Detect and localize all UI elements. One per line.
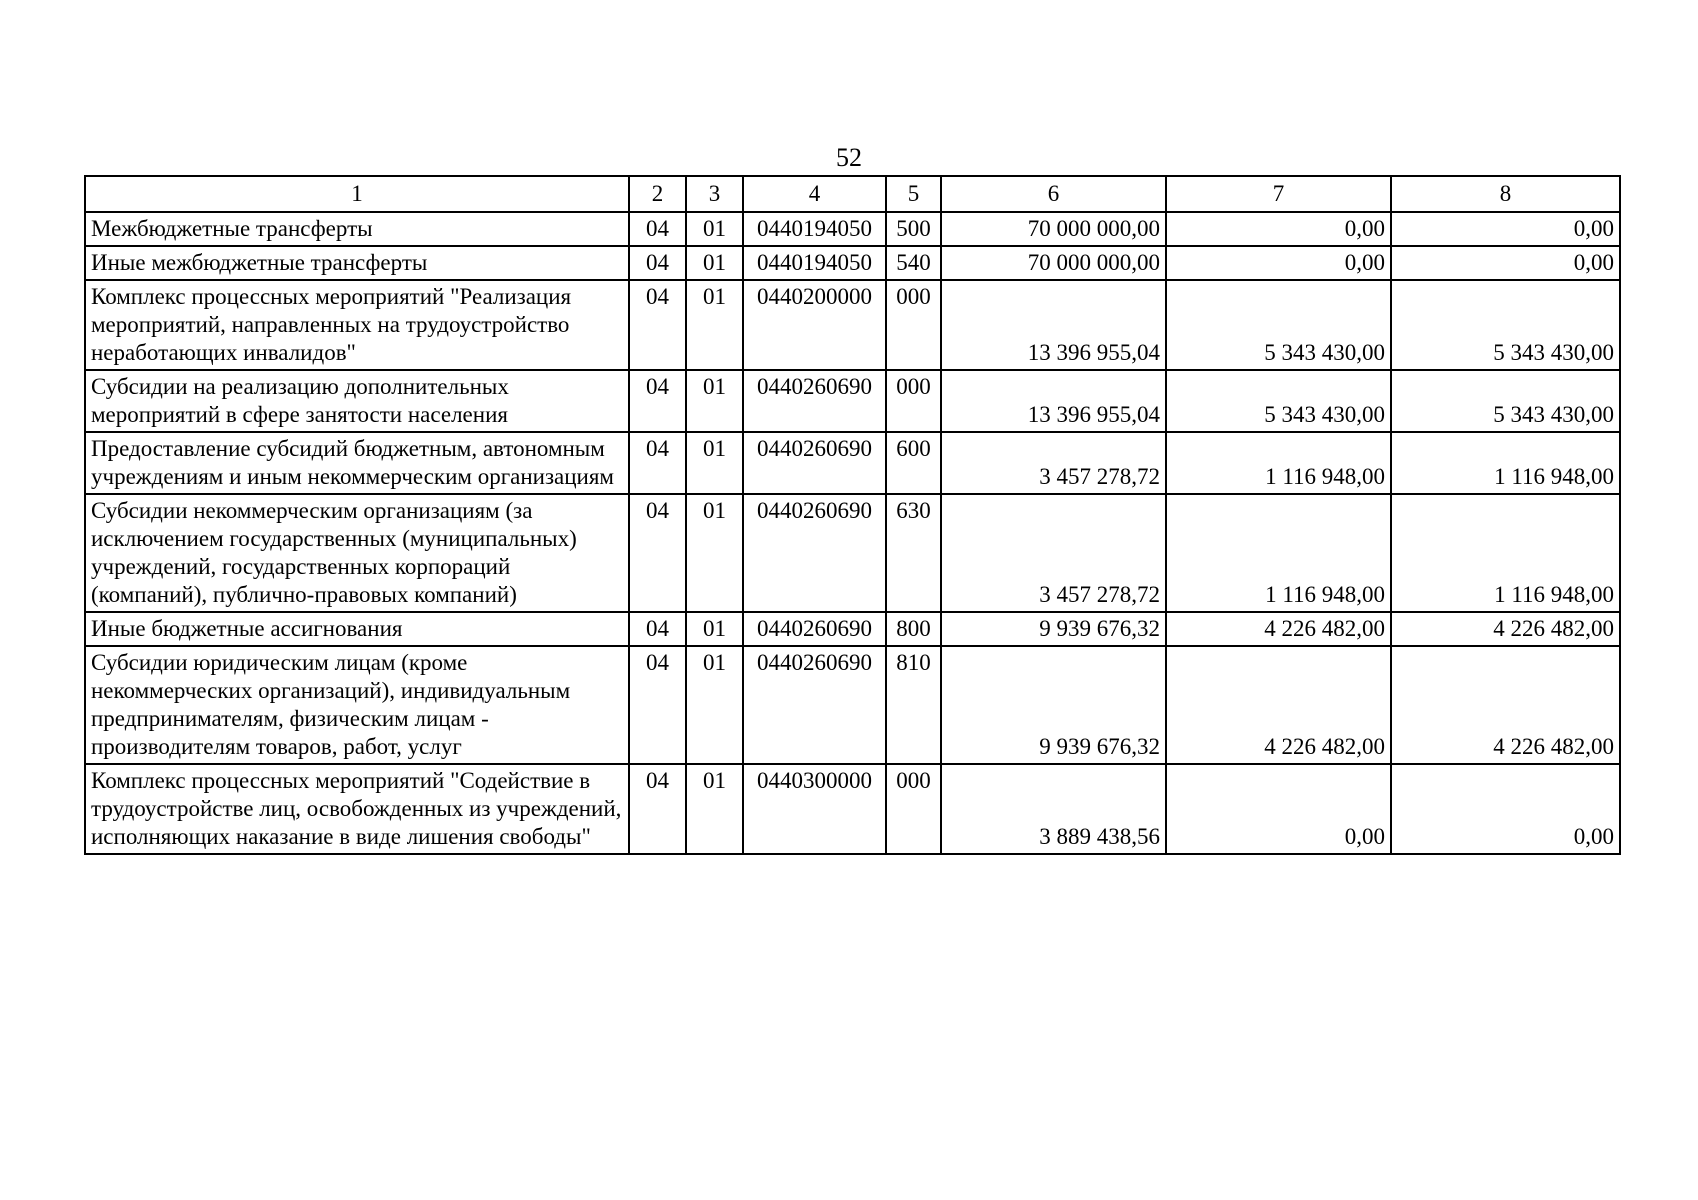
row-amount-col6-cell: 3 457 278,72 [941,432,1166,494]
row-name-cell: Иные межбюджетные трансферты [85,246,629,280]
column-header: 2 [629,176,686,212]
table-row [85,370,1620,432]
row-amount-col6-cell: 9 939 676,32 [941,646,1166,764]
row-amount-col8-cell: 4 226 482,00 [1391,646,1620,764]
table-row [85,280,1620,370]
row-amount-col7-cell: 1 116 948,00 [1166,432,1391,494]
row-section-cell: 04 [629,764,686,854]
table-row [85,212,1620,246]
row-section-cell: 04 [629,212,686,246]
table-row [85,764,1620,854]
row-section-cell: 04 [629,646,686,764]
row-amount-col8-cell: 1 116 948,00 [1391,494,1620,612]
row-amount-col7-cell: 0,00 [1166,246,1391,280]
row-amount-col6-cell: 3 457 278,72 [941,494,1166,612]
row-amount-col8-cell: 4 226 482,00 [1391,612,1620,646]
column-header: 6 [941,176,1166,212]
row-name-cell: Иные бюджетные ассигнования [85,612,629,646]
row-section-cell: 04 [629,246,686,280]
row-subsection-cell: 01 [686,246,743,280]
row-target-article-cell: 0440260690 [743,612,886,646]
row-subsection-cell: 01 [686,280,743,370]
row-name-cell: Комплекс процессных мероприятий "Реализация мероприятий, направленных на трудоустройство неработающих инвалидов" [85,280,629,370]
row-amount-col8-cell: 0,00 [1391,246,1620,280]
row-target-article-cell: 0440194050 [743,246,886,280]
row-amount-col7-cell: 1 116 948,00 [1166,494,1391,612]
row-target-article-cell: 0440260690 [743,646,886,764]
row-amount-col8-cell: 5 343 430,00 [1391,370,1620,432]
row-expense-type-cell: 630 [886,494,941,612]
row-name-cell: Субсидии на реализацию дополнительных мероприятий в сфере занятости населения [85,370,629,432]
table-row [85,646,1620,764]
row-target-article-cell: 0440300000 [743,764,886,854]
row-name-cell: Субсидии некоммерческим организациям (за исключением государственных (муниципальных) учреждений, государственных корпораций (компаний), публично-правовых компаний) [85,494,629,612]
row-subsection-cell: 01 [686,494,743,612]
row-amount-col6-cell: 3 889 438,56 [941,764,1166,854]
row-name-cell: Субсидии юридическим лицам (кроме некоммерческих организаций), индивидуальным предпринимателям, физическим лицам - производителям товаров, работ, услуг [85,646,629,764]
column-header: 4 [743,176,886,212]
row-target-article-cell: 0440194050 [743,212,886,246]
table-row [85,246,1620,280]
row-expense-type-cell: 600 [886,432,941,494]
row-name-cell: Предоставление субсидий бюджетным, автономным учреждениям и иным некоммерческим организациям [85,432,629,494]
row-amount-col7-cell: 0,00 [1166,212,1391,246]
row-expense-type-cell: 540 [886,246,941,280]
row-expense-type-cell: 000 [886,280,941,370]
row-subsection-cell: 01 [686,612,743,646]
row-section-cell: 04 [629,280,686,370]
row-target-article-cell: 0440260690 [743,494,886,612]
row-target-article-cell: 0440200000 [743,280,886,370]
budget-table [84,175,1621,855]
row-section-cell: 04 [629,432,686,494]
row-amount-col8-cell: 0,00 [1391,764,1620,854]
row-expense-type-cell: 500 [886,212,941,246]
row-name-cell: Межбюджетные трансферты [85,212,629,246]
row-amount-col7-cell: 5 343 430,00 [1166,280,1391,370]
row-amount-col7-cell: 4 226 482,00 [1166,612,1391,646]
column-header: 3 [686,176,743,212]
row-amount-col6-cell: 70 000 000,00 [941,212,1166,246]
row-expense-type-cell: 000 [886,370,941,432]
row-subsection-cell: 01 [686,212,743,246]
row-amount-col7-cell: 4 226 482,00 [1166,646,1391,764]
row-amount-col8-cell: 0,00 [1391,212,1620,246]
table-row [85,494,1620,612]
row-expense-type-cell: 810 [886,646,941,764]
row-amount-col8-cell: 1 116 948,00 [1391,432,1620,494]
row-amount-col7-cell: 5 343 430,00 [1166,370,1391,432]
row-section-cell: 04 [629,612,686,646]
row-expense-type-cell: 000 [886,764,941,854]
row-amount-col7-cell: 0,00 [1166,764,1391,854]
page-number: 52 [836,143,862,172]
row-amount-col6-cell: 70 000 000,00 [941,246,1166,280]
row-section-cell: 04 [629,494,686,612]
row-amount-col8-cell: 5 343 430,00 [1391,280,1620,370]
row-subsection-cell: 01 [686,432,743,494]
table-row [85,612,1620,646]
row-amount-col6-cell: 13 396 955,04 [941,370,1166,432]
row-subsection-cell: 01 [686,646,743,764]
column-header: 5 [886,176,941,212]
row-amount-col6-cell: 13 396 955,04 [941,280,1166,370]
row-target-article-cell: 0440260690 [743,370,886,432]
row-amount-col6-cell: 9 939 676,32 [941,612,1166,646]
table-header-row [85,176,1620,212]
row-name-cell: Комплекс процессных мероприятий "Содействие в трудоустройстве лиц, освобожденных из учреждений, исполняющих наказание в виде лишения свободы" [85,764,629,854]
row-subsection-cell: 01 [686,764,743,854]
row-expense-type-cell: 800 [886,612,941,646]
row-target-article-cell: 0440260690 [743,432,886,494]
row-section-cell: 04 [629,370,686,432]
column-header: 1 [85,176,629,212]
table-row [85,432,1620,494]
column-header: 8 [1391,176,1620,212]
row-subsection-cell: 01 [686,370,743,432]
column-header: 7 [1166,176,1391,212]
